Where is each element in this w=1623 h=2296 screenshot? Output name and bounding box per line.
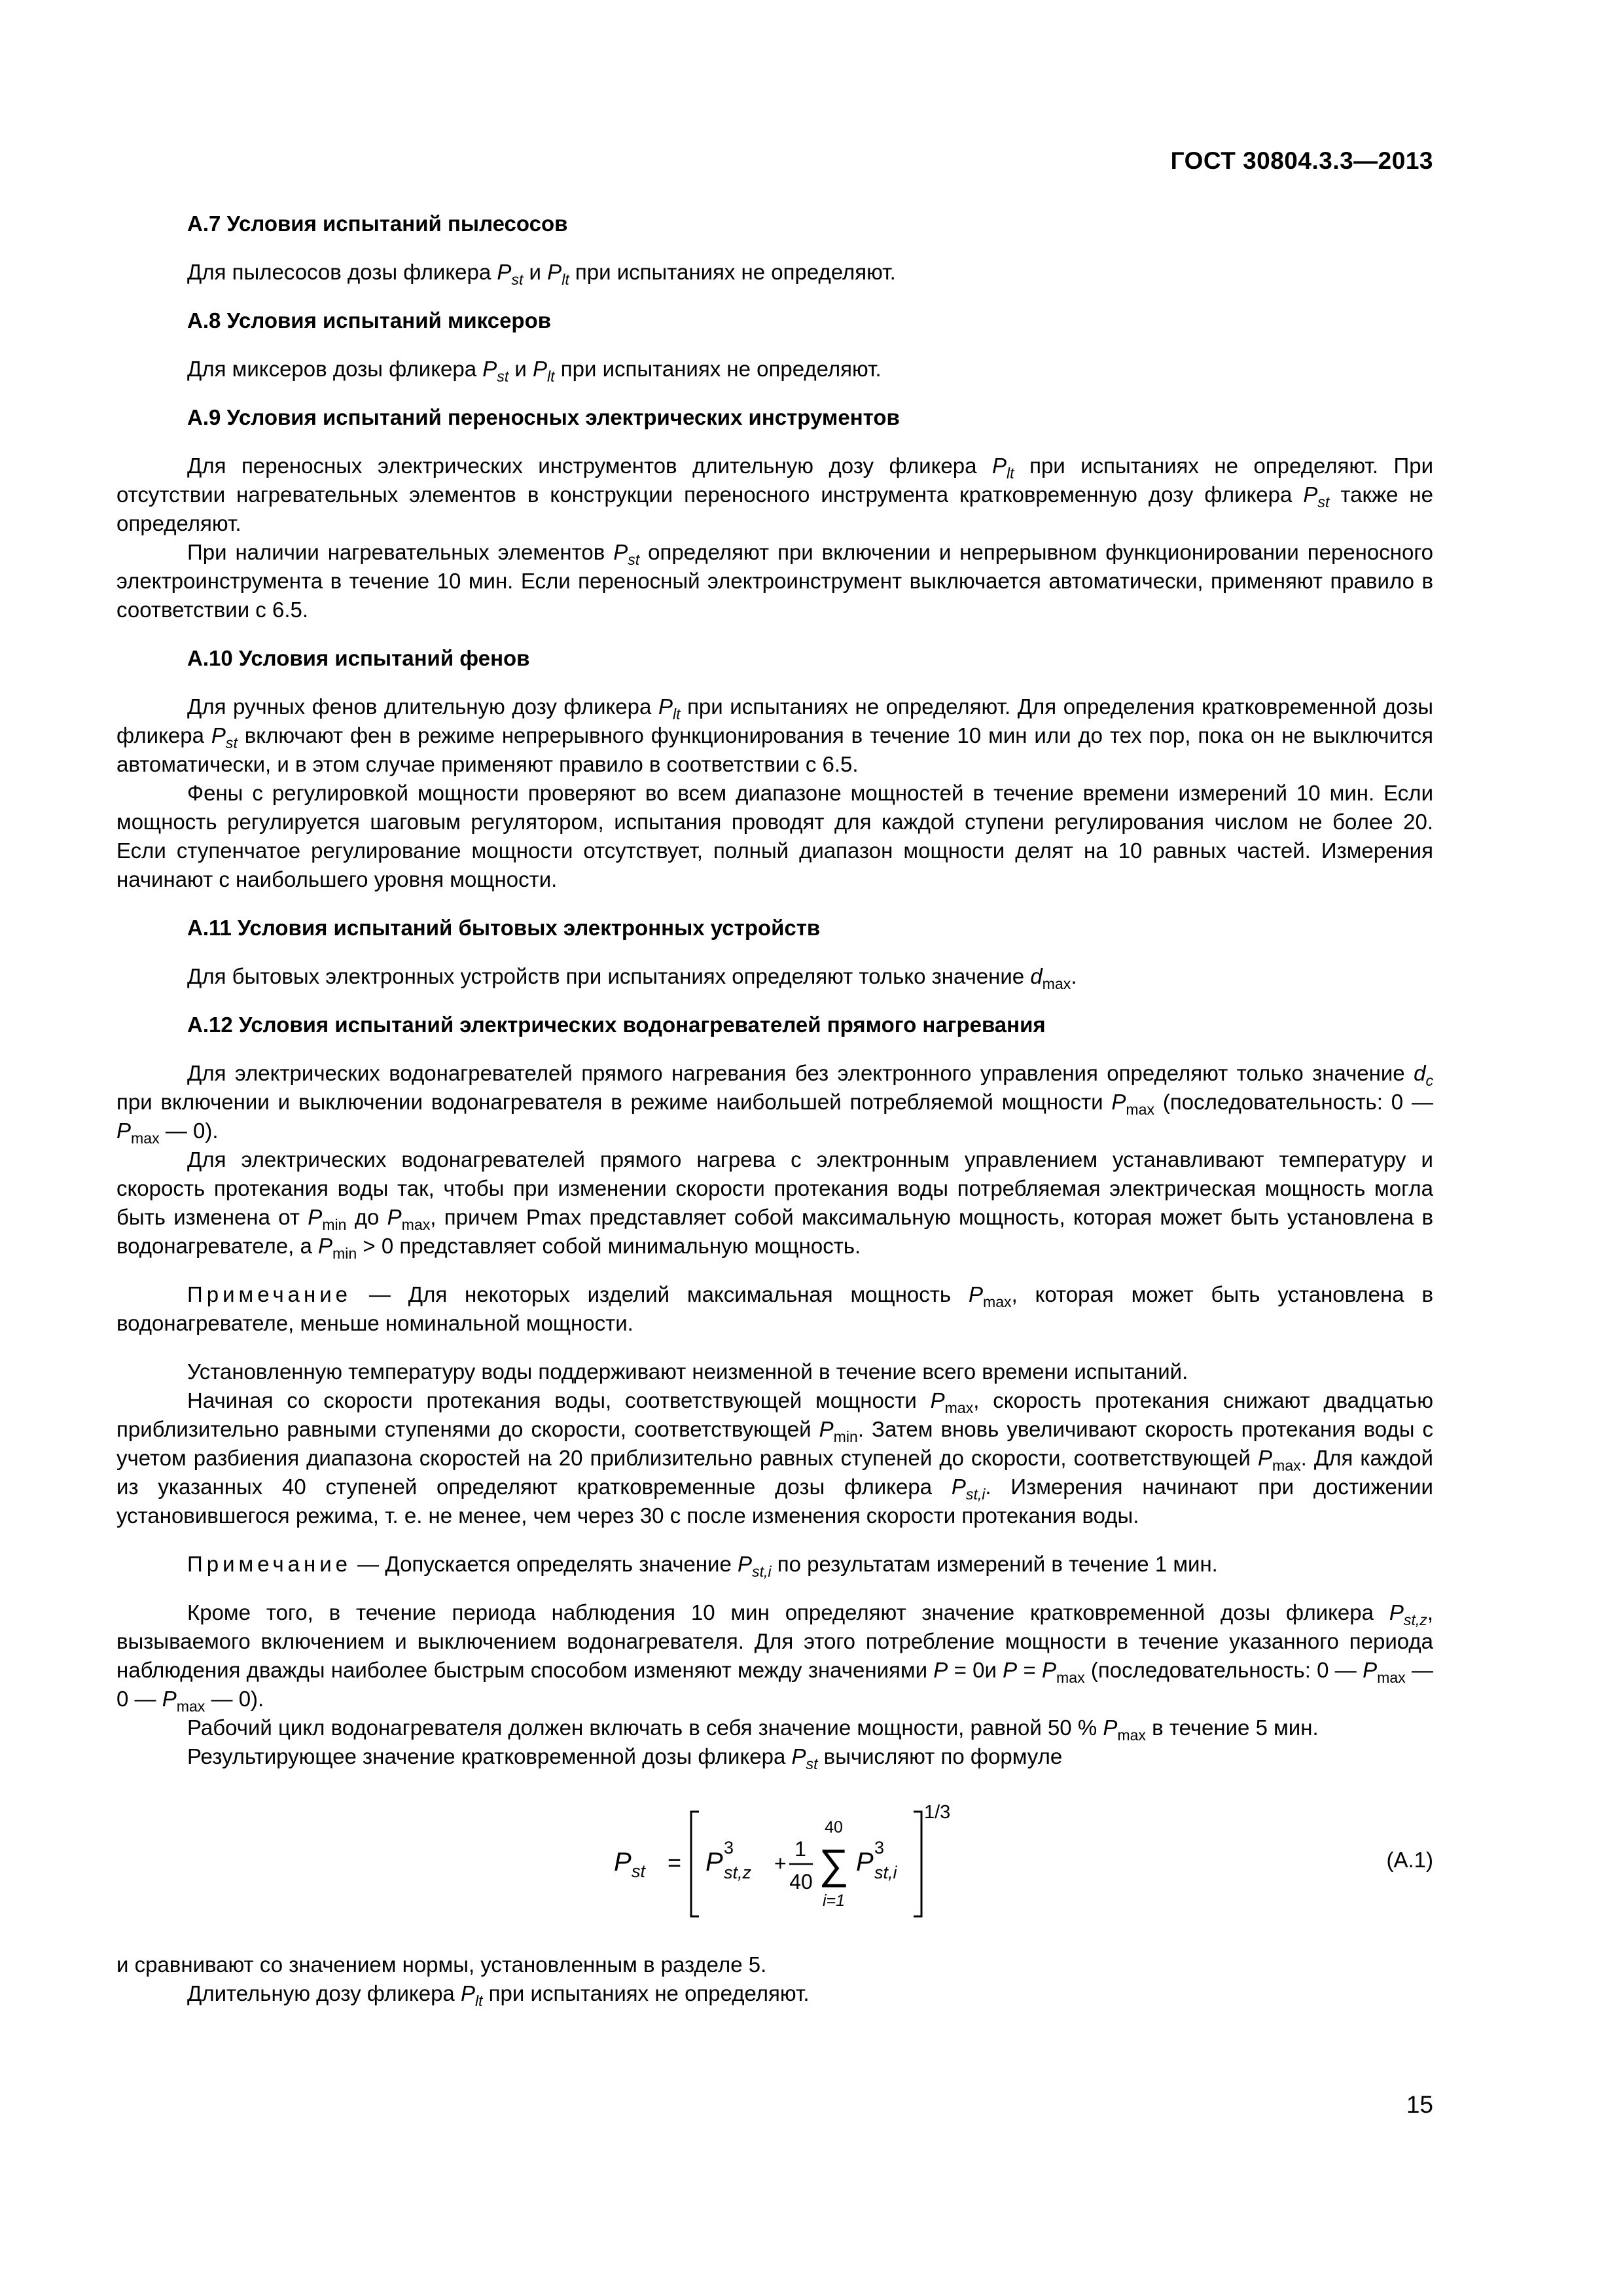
paragraph: Результирующее значение кратковременной дозы фликера $P_{st}$ вычисляют по формуле [187, 1744, 1063, 1773]
formula-a1 [116, 1785, 1433, 1936]
formula-sum-lower-limit: i=1 [822, 1892, 846, 1910]
paragraph: Для электрических водонагревателей прямого нагревания без электронного управления определяют только значение $d_c$ при включении и выключении водонагревателя в режиме наибольшей потребляемой мощности $P_{max}$ (последовательность: 0 — $P_{max}$ — 0). [116, 1061, 1434, 1147]
formula-number: (А.1) [1386, 1848, 1433, 1872]
formula-lhs-symbol: P [614, 1848, 632, 1876]
formula-plus-sign: + [774, 1852, 787, 1875]
formula-term1-subscript: st,z [724, 1863, 752, 1882]
note-label: Примечание [187, 1282, 352, 1306]
formula-term2-symbol: P [856, 1848, 874, 1876]
formula-sum-upper-limit: 40 [825, 1818, 843, 1837]
formula-equals-sign: = [668, 1849, 682, 1876]
paragraph: и сравнивают со значением нормы, установленным в разделе 5. [116, 1952, 767, 1977]
document-body [116, 209, 1433, 2008]
paragraph: Для переносных электрических инструментов длительную дозу фликера $P_{lt}$ при испытаниях не определяют. При отсутствии нагревательных элементов в конструкции переносного инструмента кратковременную дозу фликера $P_{st}$ также не определяют. [116, 454, 1434, 535]
section-heading-a7: А.7 Условия испытаний пылесосов [187, 211, 568, 236]
formula-term2-subscript: st,i [874, 1863, 897, 1882]
paragraph: Рабочий цикл водонагревателя должен включать в себя значение мощности, равной 50 % $P_{max}$ в течение 5 мин. [187, 1715, 1319, 1744]
paragraph: Фены с регулировкой мощности проверяют во всем диапазоне мощностей в течение времени измерений 10 мин. Если мощность регулируется шаговым регулятором, испытания проводят для каждой ступени регулирования числом не более 20. Если ступенчатое регулирование мощности отсутствует, полный диапазон мощности делят на 10 равных частей. Измерения начинают с наибольшего уровня мощности. [116, 781, 1433, 891]
paragraph: Для миксеров дозы фликера $P_{st}$ и $P_{lt}$ при испытаниях не определяют. [187, 357, 882, 386]
note: Примечание — Допускается определять значение $P_{st,i}$ по результатам измерений в течение 1 мин. [187, 1552, 1218, 1581]
paragraph: Кроме того, в течение периода наблюдения 10 мин определяют значение кратковременной дозы фликера $P_{st,z}$, вызываемого включением и выключением водонагревателя. Для этого потребление мощности в течение указанного периода наблюдения дважды наиболее быстрым способом изменяют между значениями P = 0и $P = P_{max}$ (последовательность: 0 — $P_{max}$ — 0 — $P_{max}$ — 0). [116, 1600, 1434, 1715]
formula-term1-symbol: P [705, 1848, 723, 1876]
formula-left-bracket [691, 1812, 699, 1916]
formula-graphic [614, 1785, 1111, 1936]
formula-right-bracket [914, 1812, 921, 1916]
paragraph: Для ручных фенов длительную дозу фликера $P_{lt}$ при испытаниях не определяют. Для определения кратковременной дозы фликера $P_{st}$ включают фен в режиме непрерывного функционирования в течение 10 мин или до тех пор, пока он не выключится автоматически, и в этом случае применяют правило в соответствии с 6.5. [116, 694, 1433, 776]
paragraph: Установленную температуру воды поддерживают неизменной в течение всего времени испытаний. [187, 1359, 1188, 1384]
formula-fraction-numerator: 1 [794, 1837, 806, 1861]
formula-outer-exponent: 1/3 [924, 1802, 951, 1823]
section-heading-a8: А.8 Условия испытаний миксеров [187, 308, 552, 332]
document-header: ГОСТ 30804.3.3—2013 [1170, 147, 1433, 174]
section-heading-a12: А.12 Условия испытаний электрических водонагревателей прямого нагревания [187, 1013, 1046, 1037]
section-heading-a10: А.10 Условия испытаний фенов [187, 646, 530, 670]
paragraph: При наличии нагревательных элементов $P_{st}$ определяют при включении и непрерывном функционировании переносного электроинструмента в течение 10 мин. Если переносный электроинструмент выключается автоматически, применяют правило в соответствии с 6.5. [116, 540, 1433, 622]
sum-icon: ∑ [819, 1840, 849, 1888]
section-heading-a11: А.11 Условия испытаний бытовых электронных устройств [187, 916, 821, 940]
formula-term1-power: 3 [724, 1838, 734, 1857]
paragraph: Длительную дозу фликера $P_{lt}$ при испытаниях не определяют. [187, 1981, 810, 2010]
formula-term2-power: 3 [874, 1838, 885, 1857]
paragraph: Для пылесосов дозы фликера $P_{st}$ и $P_{lt}$ при испытаниях не определяют. [187, 260, 896, 289]
paragraph: Начиная со скорости протекания воды, соответствующей мощности $P_{max}$, скорость протекания снижают двадцатью приблизительно равными ступенями до скорости, соответствующей $P_{min}$. Затем вновь увеличивают скорость протекания воды с учетом разбиения диапазона скоростей на 20 приблизительно равных ступеней до скорости, соответствующей $P_{max}$. Для каждой из указанных 40 ступеней определяют кратковременные дозы фликера $P_{st,i}$. Измерения начинают при достижении установившегося режима, т. е. не менее, чем через 30 с после изменения скорости протекания воды. [116, 1388, 1434, 1528]
note-label: Примечание [187, 1552, 352, 1576]
section-heading-a9: А.9 Условия испытаний переносных электрических инструментов [187, 405, 900, 429]
page-number: 15 [1406, 2091, 1433, 2118]
note: Примечание — Для некоторых изделий максимальная мощность $P_{max}$, которая может быть установлена в водонагревателе, меньше номинальной мощности. [116, 1282, 1433, 1335]
formula-lhs-subscript: st [632, 1861, 646, 1881]
formula-fraction-denominator: 40 [789, 1870, 813, 1893]
paragraph: Для бытовых электронных устройств при испытаниях определяют только значение $d_{max}$. [187, 964, 1077, 993]
paragraph: Для электрических водонагревателей прямого нагрева с электронным управлением устанавливают температуру и скорость протекания воды так, чтобы при изменении скорости протекания воды потребляемая электрическая мощность могла быть изменена от $P_{min}$ до $P_{max}$, причем Pmax представляет собой максимальную мощность, которая может быть установлена в водонагревателе, а $P_{min} > 0$ представляет собой минимальную мощность. [116, 1147, 1433, 1263]
